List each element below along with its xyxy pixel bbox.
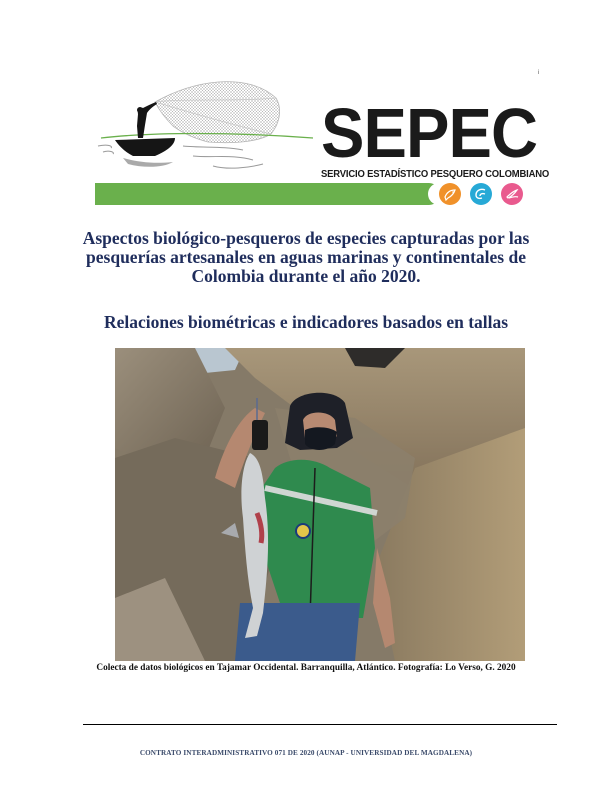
- title-line: Aspectos biológico-pesqueros de especies capturadas por las: [82, 228, 530, 248]
- brand-name: SEPEC: [321, 94, 538, 172]
- footer-divider: [83, 724, 557, 725]
- title-line: Colombia durante el año 2020.: [191, 266, 421, 286]
- brand-green-bar: [95, 183, 440, 205]
- document-subtitle: Relaciones biométricas e indicadores basados en tallas: [103, 312, 509, 332]
- sepec-logo: [93, 80, 550, 208]
- fish-icon: [439, 183, 461, 205]
- document-title: [60, 229, 552, 286]
- photo-fisheries-worker-holding-fish: [115, 348, 525, 661]
- fisherman-casting-net-icon: [93, 80, 318, 180]
- footer-contract: CONTRATO INTERADMINISTRATIVO 071 DE 2020 (AUNAP - UNIVERSIDAD DEL MAGDALENA): [139, 749, 473, 757]
- title-line: pesquerías artesanales en aguas marinas y continentales de: [86, 247, 526, 267]
- shell-icon: [501, 183, 523, 205]
- brand-full-name: SERVICIO ESTADÍSTICO PESQUERO COLOMBIANO: [321, 169, 550, 180]
- page-corner-mark: i: [538, 70, 540, 76]
- cover-photo: [115, 348, 525, 661]
- photo-caption: Colecta de datos biológicos en Tajamar Occidental. Barranquilla, Atlántico. Fotografía: Lo Verso, G. 2020: [96, 663, 516, 673]
- shrimp-icon: [470, 183, 492, 205]
